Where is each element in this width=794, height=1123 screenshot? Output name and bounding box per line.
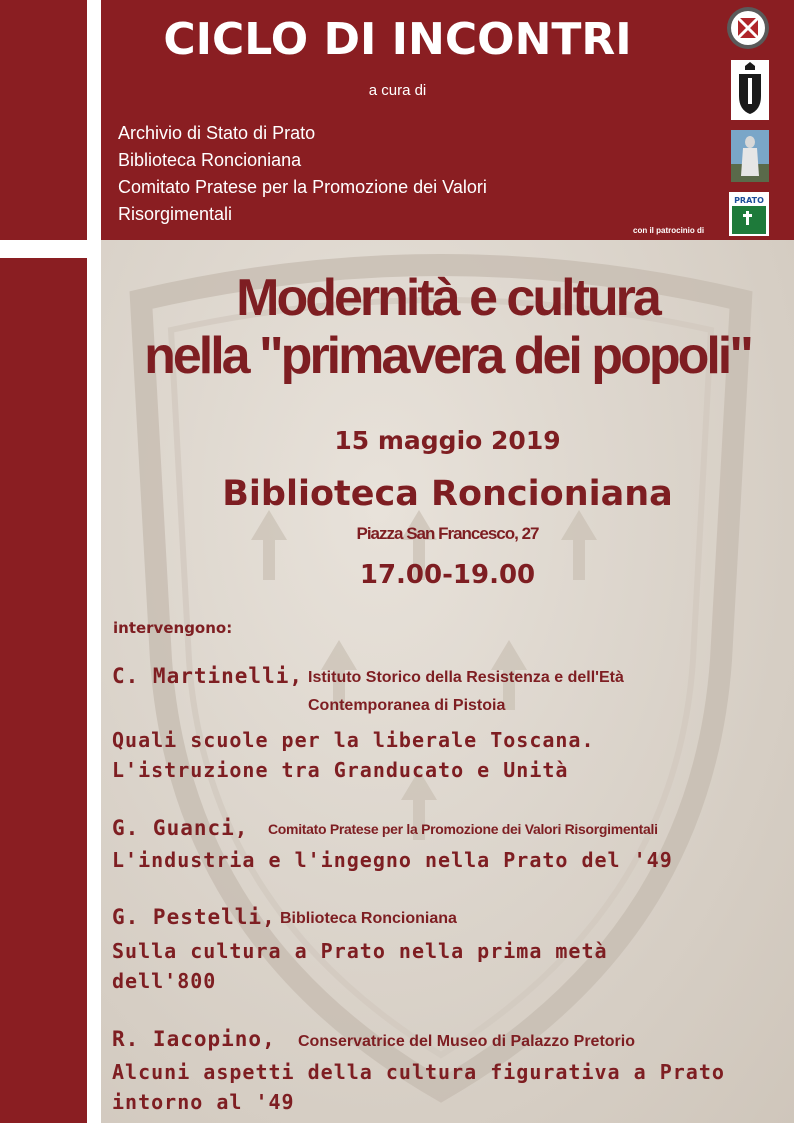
speaker-affiliation: Biblioteca Roncioniana: [280, 910, 457, 927]
talk-title: Sulla cultura a Prato nella prima metà: [112, 939, 608, 963]
speaker-name-text: R. Iacopino,: [112, 1027, 276, 1051]
speaker-affiliation: Comitato Pratese per la Promozione dei Valori Risorgimentali: [268, 821, 658, 837]
left-accent-bar-bottom: [0, 258, 87, 1123]
archive-shield-logo-icon: [731, 60, 769, 120]
event-title-line-1: Modernità e cultura: [236, 269, 659, 327]
talk-title: intorno al '49: [112, 1090, 295, 1114]
speaker-affiliation: Istituto Storico della Resistenza e dell'Età: [308, 669, 624, 686]
event-time: 17.00-19.00: [359, 560, 536, 590]
speaker-name-text: C. Martinelli,: [112, 664, 304, 688]
talk-title: Alcuni aspetti della cultura figurativa a Prato: [112, 1060, 725, 1084]
patronage-label: con il patrocinio di: [633, 226, 705, 235]
talk-title: Quali scuole per la liberale Toscana.: [112, 728, 595, 752]
speaker-affiliation: Conservatrice del Museo di Palazzo Pretorio: [298, 1033, 635, 1050]
organizer-item: Comitato Pratese per la Promozione dei Valori: [118, 177, 487, 197]
speaker-name-text: G. Pestelli,: [112, 905, 276, 929]
coat-of-arms-logo-icon: [726, 6, 770, 50]
event-title-line-2: nella "primavera dei popoli": [144, 327, 751, 385]
curated-by-label: a cura di: [368, 82, 427, 99]
organizer-item: Risorgimentali: [118, 204, 233, 224]
talk-title: L'industria e l'ingegno nella Prato del '49: [112, 848, 673, 872]
speaker-affiliation: Contemporanea di Pistoia: [308, 697, 506, 714]
event-venue: Biblioteca Roncioniana: [222, 474, 673, 514]
event-date: 15 maggio 2019: [334, 426, 561, 455]
speakers-heading: intervengono:: [113, 619, 233, 637]
speaker-name-text: G. Guanci,: [112, 816, 249, 840]
organizer-item: Archivio di Stato di Prato: [118, 123, 316, 143]
prato-municipality-logo-icon: [729, 192, 769, 236]
speaker-name: [112, 1027, 276, 1051]
organizer-item: Biblioteca Roncioniana: [118, 150, 302, 170]
speaker-name: [112, 664, 303, 688]
speaker-name: [112, 905, 276, 929]
organizer-list: [118, 120, 487, 228]
speaker-name: [112, 816, 248, 840]
event-address: Piazza San Francesco, 27: [356, 524, 539, 543]
statue-photo-icon: [731, 130, 769, 182]
talk-title: L'istruzione tra Granducato e Unità: [112, 758, 569, 782]
series-title: CICLO DI INCONTRI: [163, 14, 632, 65]
talk-title: dell'800: [112, 969, 217, 993]
prato-logo-text: PRATO: [734, 196, 764, 205]
left-accent-bar-top: [0, 0, 87, 240]
